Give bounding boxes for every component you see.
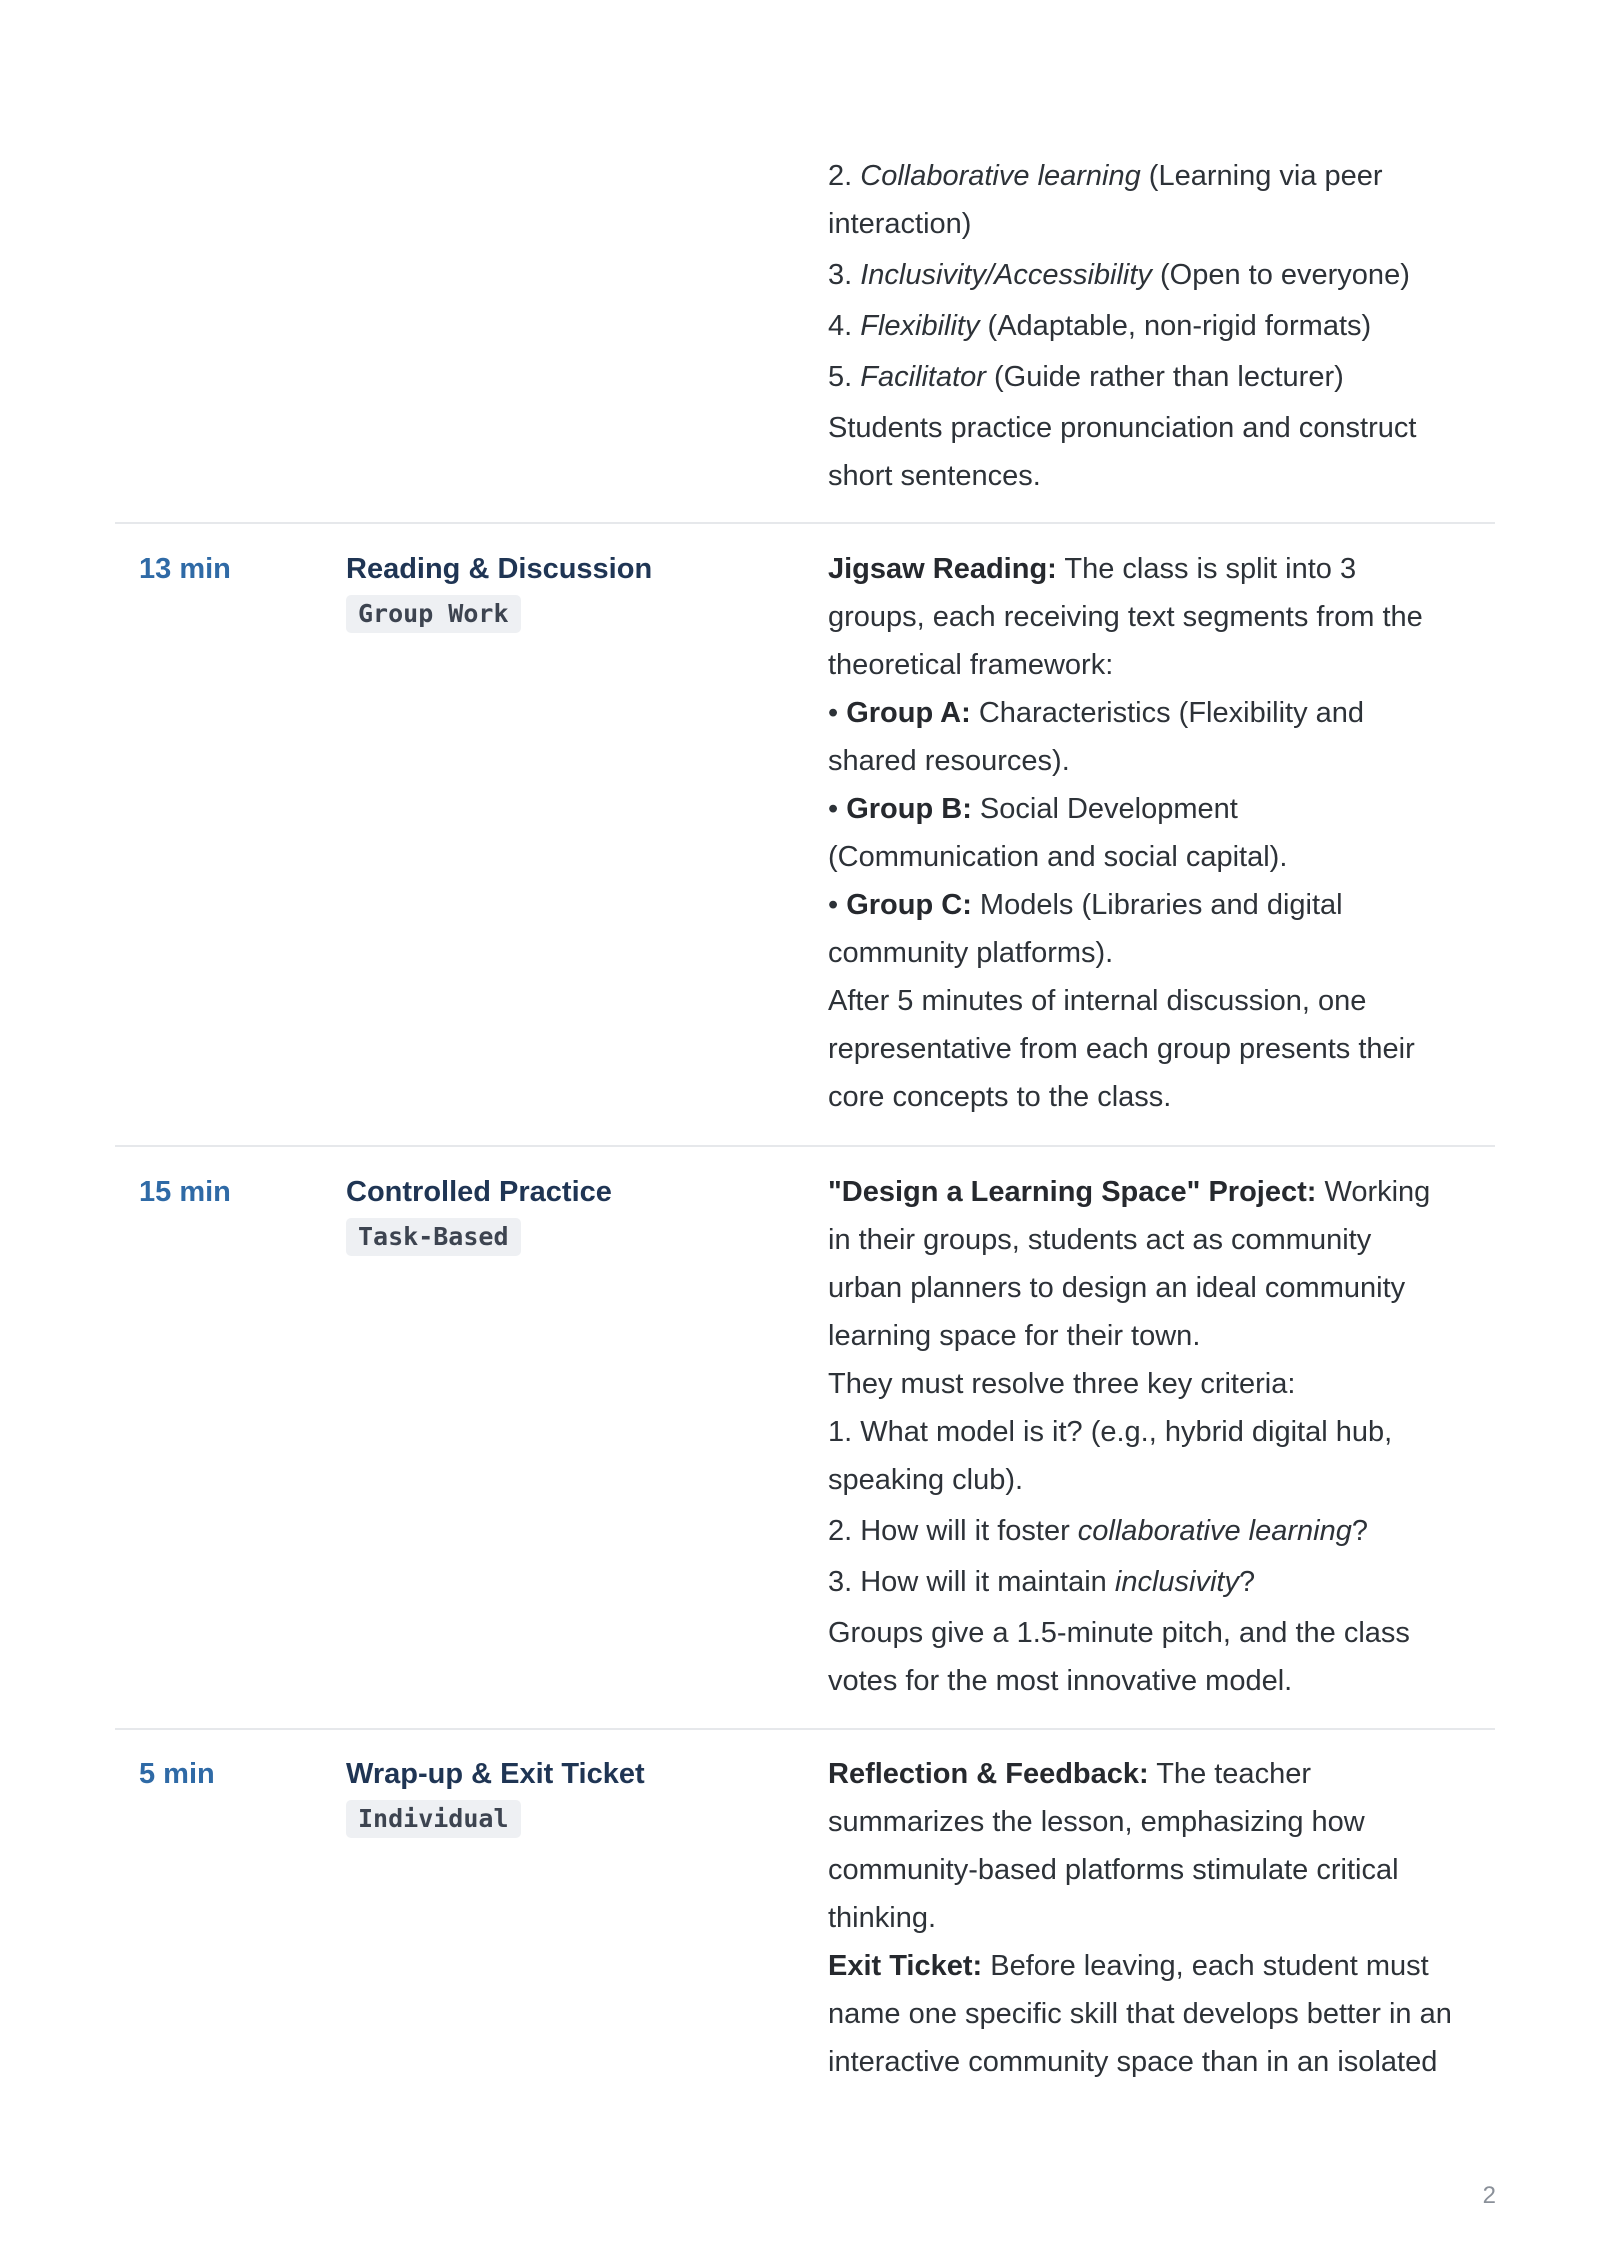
paragraph-line: groups, each receiving text segments from the [828,601,1423,633]
list-item: 2. Collaborative learning (Learning via peer [828,160,1383,192]
group-item: • Group B: Social Development [828,793,1238,825]
paragraph-line: theoretical framework: [828,649,1114,681]
criteria-item: 3. How will it maintain inclusivity? [828,1566,1256,1598]
paragraph-line: short sentences. [828,460,1041,492]
group-item-continuation: (Communication and social capital). [828,841,1288,873]
paragraph-line: learning space for their town. [828,1320,1201,1352]
activity-type-badge: Group Work [346,595,521,633]
paragraph-line: summarizes the lesson, emphasizing how [828,1806,1365,1838]
stage-title: Reading & Discussion [346,553,653,585]
stage-description [828,1168,1508,1705]
stage-description [828,1750,1508,2086]
list-item: 3. Inclusivity/Accessibility (Open to everyone) [828,259,1410,291]
list-item: 5. Facilitator (Guide rather than lecturer) [828,361,1344,393]
stage-duration: 13 min [139,553,231,585]
paragraph-line: representative from each group presents their [828,1033,1415,1065]
stage-heading [346,1750,776,1838]
group-item: • Group A: Characteristics (Flexibility and [828,697,1365,729]
paragraph-line: votes for the most innovative model. [828,1665,1293,1697]
criteria-item: 2. How will it foster collaborative learning? [828,1515,1368,1547]
paragraph-line: Groups give a 1.5-minute pitch, and the class [828,1617,1410,1649]
criteria-item: 1. What model is it? (e.g., hybrid digital hub, [828,1416,1393,1448]
list-item-continuation: interaction) [828,208,972,240]
list-item: 4. Flexibility (Adaptable, non-rigid formats) [828,310,1372,342]
stage-description [828,545,1508,1121]
stage-row-wrapup [115,1750,1495,2080]
stage-duration: 5 min [139,1758,215,1790]
group-item: • Group C: Models (Libraries and digital [828,889,1343,921]
paragraph-line: Reflection & Feedback: The teacher [828,1758,1311,1790]
paragraph-line: Students practice pronunciation and construct [828,412,1417,444]
group-item-continuation: shared resources). [828,745,1070,777]
paragraph-line: name one specific skill that develops better in an [828,1998,1452,2030]
paragraph-line: Jigsaw Reading: The class is split into 3 [828,553,1357,585]
paragraph-line: thinking. [828,1902,937,1934]
paragraph-line: in their groups, students act as community [828,1224,1372,1256]
activity-type-badge: Individual [346,1800,521,1838]
paragraph-line: interactive community space than in an isolated [828,2046,1438,2078]
activity-type-badge: Task-Based [346,1218,521,1256]
paragraph-line: After 5 minutes of internal discussion, one [828,985,1367,1017]
stage-row-practice [115,1168,1495,1730]
group-item-continuation: community platforms). [828,937,1114,969]
paragraph-line: "Design a Learning Space" Project: Working [828,1176,1431,1208]
stage-title: Wrap-up & Exit Ticket [346,1758,645,1790]
paragraph-line: urban planners to design an ideal community [828,1272,1406,1304]
paragraph-line: They must resolve three key criteria: [828,1368,1296,1400]
paragraph-line: Exit Ticket: Before leaving, each student must [828,1950,1429,1982]
page-number: 2 [1482,2182,1496,2209]
stage-title: Controlled Practice [346,1176,612,1208]
intro-description [828,152,1508,500]
paragraph-line: community-based platforms stimulate critical [828,1854,1399,1886]
stage-row-reading [115,545,1495,1147]
stage-heading [346,1168,776,1256]
stage-heading [346,545,776,633]
stage-duration: 15 min [139,1176,231,1208]
paragraph-line: core concepts to the class. [828,1081,1172,1113]
intro-row [115,152,1495,524]
criteria-item-continuation: speaking club). [828,1464,1024,1496]
